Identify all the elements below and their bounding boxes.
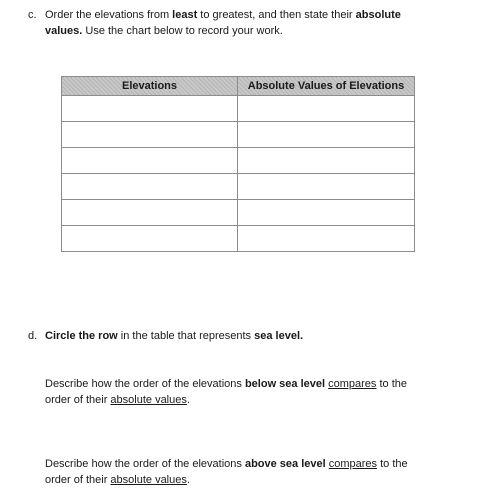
part-d-instruction [45,327,303,345]
header-absolute-values: Absolute Values of Elevations [238,77,415,96]
underlined-span: absolute values [110,394,187,406]
above-sea-level-question-line-2 [45,471,190,489]
table-row [62,226,415,252]
elevation-cell[interactable] [62,226,238,252]
absolute-value-cell[interactable] [238,122,415,148]
text-span: in the table that represents [117,330,255,342]
part-d-marker: d. [28,330,38,342]
table-row [62,200,415,226]
elevations-table [61,76,415,252]
absolute-value-cell[interactable] [238,148,415,174]
below-sea-level-question-line-2 [45,391,190,409]
text-span: to the [376,378,407,390]
text-span: . [186,394,190,406]
bold-span: above sea level [244,458,326,470]
text-span: Describe how the order of the elevations [45,458,245,470]
underlined-span: absolute values [110,474,187,486]
absolute-value-cell[interactable] [238,174,415,200]
table-row [62,122,415,148]
bold-span: absolute [355,9,401,21]
absolute-value-cell[interactable] [238,200,415,226]
elevation-cell[interactable] [62,200,238,226]
bold-span: sea level. [254,330,304,342]
table-row [62,96,415,122]
elevation-cell[interactable] [62,96,238,122]
elevation-cell[interactable] [62,174,238,200]
part-c-instruction-line-2 [45,22,283,40]
table-row [62,148,415,174]
elevation-cell[interactable] [62,148,238,174]
absolute-value-cell[interactable] [238,96,415,122]
elevation-cell[interactable] [62,122,238,148]
text-span: Describe how the order of the elevations [45,378,245,390]
underlined-span: compares [328,378,377,390]
bold-span: values. [45,25,83,37]
text-span: Order the elevations from [45,9,173,21]
header-elevations: Elevations [62,77,238,96]
text-span: . [186,474,190,486]
text-span: order of their [45,394,111,406]
bold-span: Circle the row [45,330,118,342]
bold-span: below sea level [244,378,326,390]
text-span: to the [377,458,408,470]
text-span: order of their [45,474,111,486]
table-row [62,174,415,200]
part-c-marker: c. [28,9,37,21]
text-span: Use the chart below to record your work. [82,25,283,37]
table-header-row [62,77,415,96]
bold-span: least [172,9,198,21]
underlined-span: compares [328,458,378,470]
absolute-value-cell[interactable] [238,226,415,252]
text-span: to greatest, and then state their [197,9,356,21]
